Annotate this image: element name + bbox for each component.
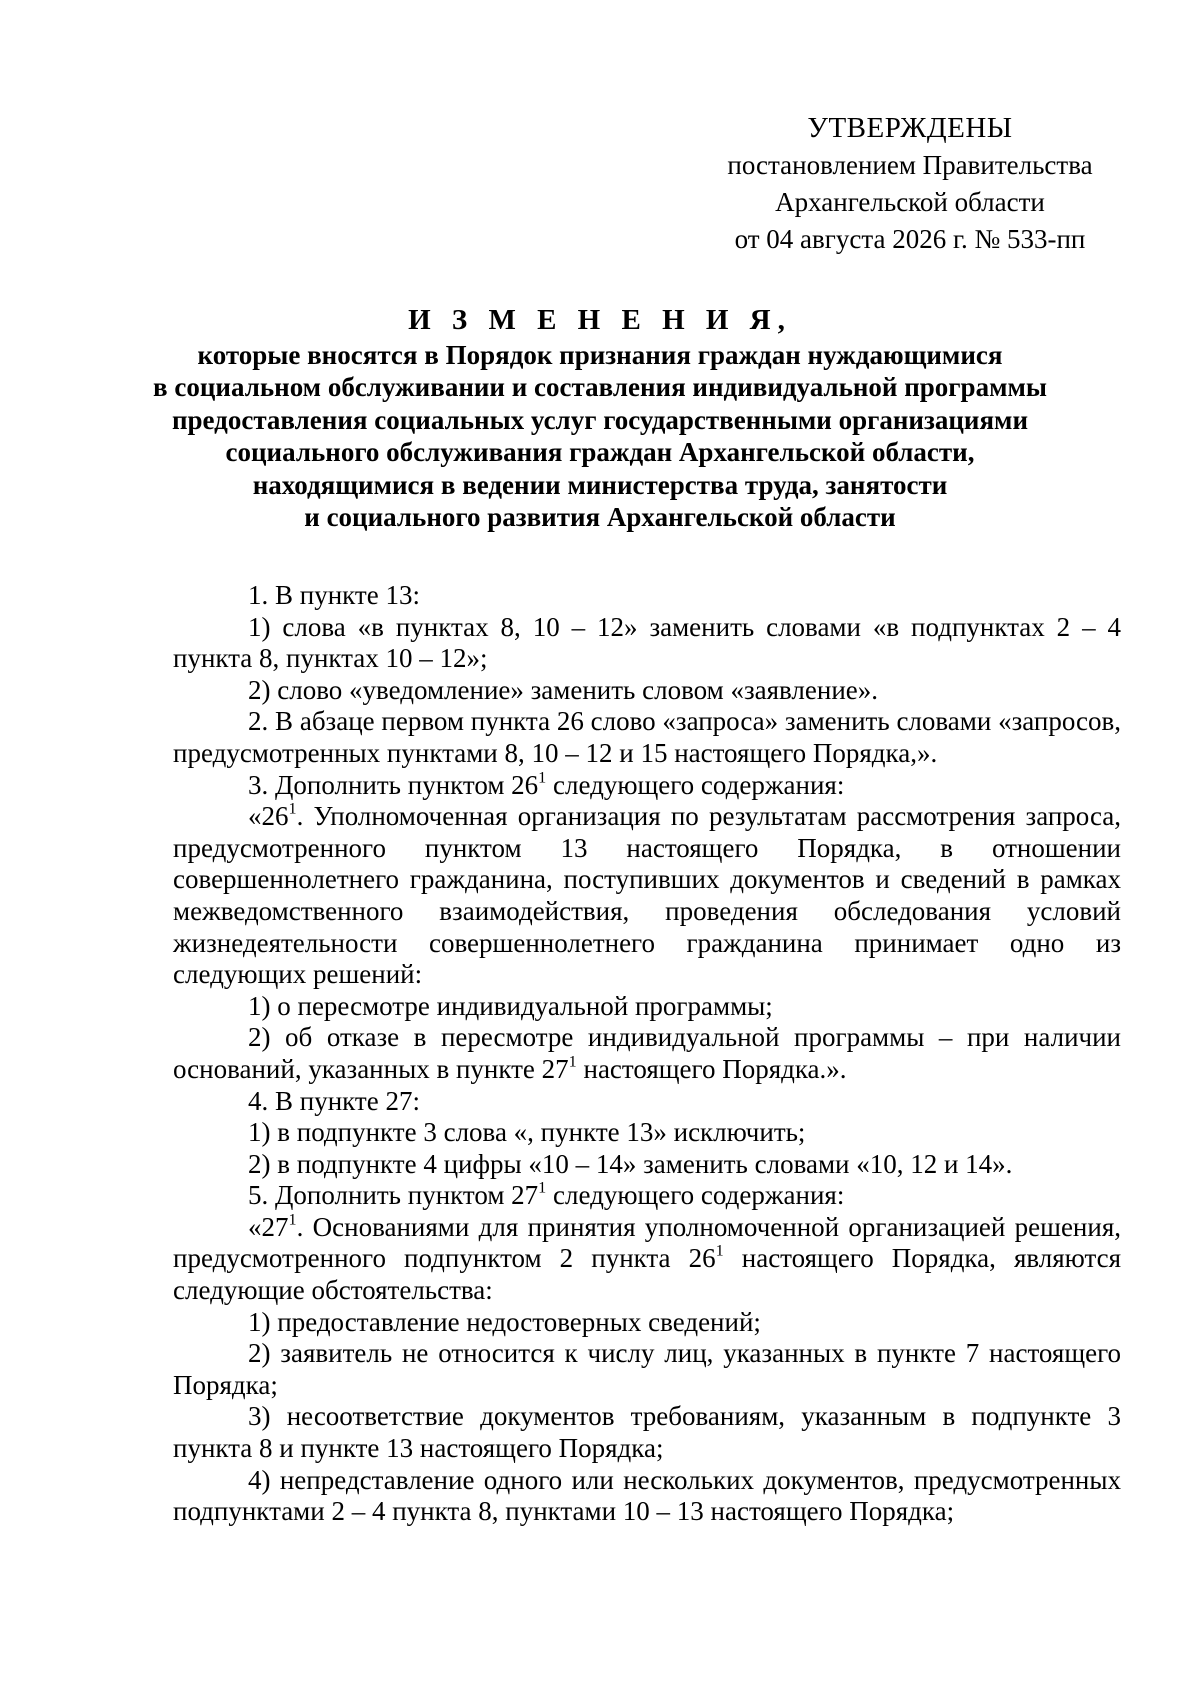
- text-run: 5. Дополнить пунктом 27: [248, 1180, 539, 1211]
- paragraph: 2) заявитель не относится к числу лиц, указанных в пункте 7 настоящего Порядка;: [173, 1338, 1121, 1400]
- title-line: и социального развития Архангельской области: [304, 502, 896, 532]
- superscript: 1: [538, 1178, 547, 1197]
- superscript: 1: [715, 1242, 724, 1261]
- approval-resolution-line: постановлением Правительства: [727, 150, 1093, 180]
- paragraph: 1) о пересмотре индивидуальной программы;: [248, 990, 773, 1021]
- text-run: настоящего Порядка, являются следующие обстоятельства:: [173, 1243, 1121, 1306]
- superscript: 1: [288, 1210, 297, 1229]
- document-title: [150, 304, 1050, 534]
- paragraph: [173, 1022, 1121, 1085]
- text-run: 3. Дополнить пунктом 26: [248, 769, 539, 800]
- text-run: «27: [248, 1211, 289, 1242]
- paragraph: [173, 801, 1121, 991]
- approval-stamp-block: [700, 110, 1120, 258]
- superscript: 1: [288, 799, 297, 818]
- paragraph: [173, 1180, 1121, 1212]
- paragraph: 1) предоставление недостоверных сведений;: [248, 1306, 761, 1337]
- paragraph: 4. В пункте 27:: [248, 1085, 420, 1116]
- paragraph: 2) в подпункте 4 цифры «10 – 14» заменить словами «10, 12 и 14».: [248, 1148, 1013, 1179]
- title-line: предоставления социальных услуг государственными организациями: [171, 404, 1029, 435]
- title-line: социального обслуживания граждан Архангельской области,: [225, 437, 975, 467]
- paragraph: 2. В абзаце первом пункта 26 слово «запроса» заменить словами «запросов, предусмотренных пунктами 8, 10 – 12 и 15 настоящего Порядка,».: [173, 706, 1121, 768]
- document-body: [173, 580, 1121, 1528]
- approved-heading: УТВЕРЖДЕНЫ: [807, 112, 1013, 144]
- paragraph: [173, 1212, 1121, 1307]
- title-heading: И З М Е Н Е Н И Я,: [408, 304, 792, 336]
- text-run: настоящего Порядка.».: [576, 1053, 847, 1084]
- text-run: . Уполномоченная организация по результатам рассмотрения запроса, предусмотренного пунктом 13 настоящего Порядка, в отношении совершеннолетнего гражданина, поступивших документов и сведений в рамках межведомственного взаимодействия, проведения обследования условий жизнедеятельности совершеннолетнего гражданина принимает одно из следующих решений:: [173, 801, 1121, 990]
- title-line: находящимися в ведении министерства труда, занятости: [252, 469, 948, 500]
- title-line: которые вносятся в Порядок признания граждан нуждающимися: [197, 339, 1003, 370]
- approval-region-line: Архангельской области: [775, 187, 1045, 217]
- paragraph: [173, 770, 1121, 802]
- paragraph: 1) в подпункте 3 слова «, пункте 13» исключить;: [248, 1117, 806, 1148]
- superscript: 1: [538, 768, 547, 787]
- text-run: . Основаниями для принятия уполномоченной организацией решения, предусмотренного подпунктом 2 пункта 26: [173, 1211, 1121, 1274]
- text-run: следующего содержания:: [546, 1180, 845, 1211]
- text-run: 2) об отказе в пересмотре индивидуальной программы – при наличии оснований, указанных в пункте 27: [173, 1022, 1121, 1084]
- text-run: «26: [248, 801, 289, 832]
- paragraph: 2) слово «уведомление» заменить словом «заявление».: [248, 674, 879, 705]
- title-line: в социальном обслуживании и составления индивидуальной программы: [153, 372, 1047, 402]
- paragraph: 1) слова «в пунктах 8, 10 – 12» заменить словами «в подпунктах 2 – 4 пункта 8, пунктах 10 – 12»;: [173, 611, 1121, 674]
- paragraph: 4) непредставление одного или нескольких документов, предусмотренных подпунктами 2 – 4 пункта 8, пунктами 10 – 13 настоящего Порядка;: [173, 1464, 1121, 1527]
- approval-date-number-line: от 04 августа 2026 г. № 533-пп: [734, 224, 1086, 254]
- paragraph: 3) несоответствие документов требованиям, указанным в подпункте 3 пункта 8 и пункте 13 настоящего Порядка;: [173, 1401, 1121, 1464]
- paragraph: 1. В пункте 13:: [248, 580, 420, 610]
- text-run: следующего содержания:: [546, 769, 845, 800]
- superscript: 1: [568, 1052, 577, 1071]
